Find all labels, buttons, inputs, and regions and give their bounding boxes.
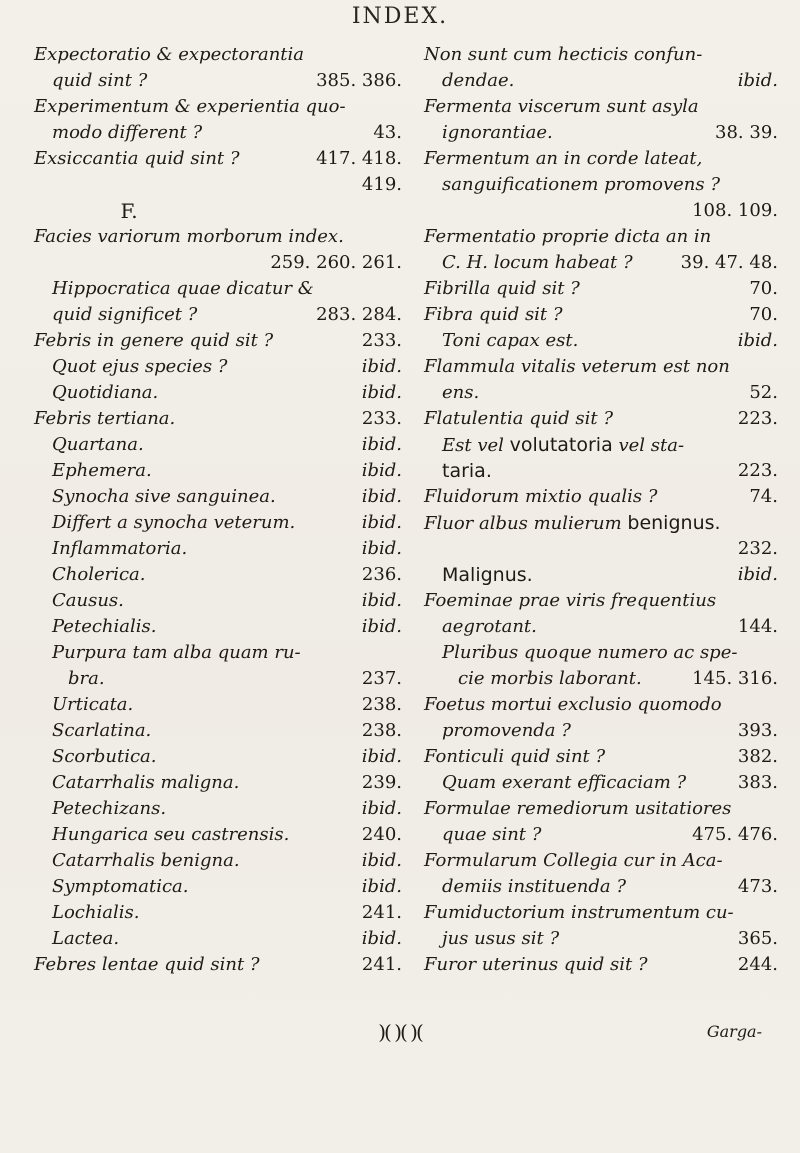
index-entry — [34, 68, 402, 94]
index-entry — [424, 458, 778, 484]
entry-term: promovenda ? — [442, 720, 571, 741]
index-column-right — [424, 42, 778, 978]
entry-page: ibid. — [361, 590, 402, 611]
entry-page: 108. 109. — [692, 200, 778, 221]
entry-term: Exsiccantia quid sint ? — [34, 148, 240, 169]
index-entry — [34, 276, 402, 302]
entry-page: 237. — [361, 668, 402, 689]
index-entry — [34, 354, 402, 380]
index-entry — [34, 640, 402, 666]
entry-page: 39. 47. 48. — [680, 252, 778, 273]
index-entry — [34, 718, 402, 744]
index-entry — [34, 796, 402, 822]
entry-term: Febris tertiana. — [34, 408, 176, 429]
index-entry — [34, 900, 402, 926]
index-entry — [424, 302, 778, 328]
index-entry — [34, 432, 402, 458]
page-header: INDEX. — [351, 4, 449, 29]
entry-page: 244. — [737, 954, 778, 975]
entry-page: 419. — [361, 174, 402, 195]
index-entry — [424, 250, 778, 276]
index-entry — [34, 172, 402, 198]
entry-term — [424, 513, 721, 534]
index-entry — [34, 120, 402, 146]
entry-term: aegrotant. — [442, 616, 537, 637]
index-entry — [34, 328, 402, 354]
entry-page: 70. — [749, 278, 778, 299]
entry-page: 240. — [361, 824, 402, 845]
index-entry — [424, 380, 778, 406]
entry-page: ibid. — [361, 486, 402, 507]
entry-term: Symptomatica. — [52, 876, 189, 897]
index-entry — [424, 354, 778, 380]
entry-page: 145. 316. — [692, 668, 778, 689]
entry-page: ibid. — [361, 928, 402, 949]
index-entry — [34, 614, 402, 640]
entry-page: 239. — [361, 772, 402, 793]
index-entry — [34, 822, 402, 848]
entry-page: 144. — [737, 616, 778, 637]
index-entry — [34, 42, 402, 68]
entry-page: ibid. — [361, 850, 402, 871]
entry-page: 232. — [737, 538, 778, 559]
entry-page: 233. — [361, 408, 402, 429]
entry-page: 417. 418. — [316, 148, 402, 169]
entry-page: 383. — [737, 772, 778, 793]
index-entry — [424, 926, 778, 952]
entry-term: Fibrilla quid sit ? — [424, 278, 580, 299]
index-entry — [424, 614, 778, 640]
entry-term: Inflammatoria. — [52, 538, 188, 559]
entry-term: Flammula vitalis veterum est non — [424, 356, 730, 377]
index-entry — [34, 146, 402, 172]
entry-term — [442, 435, 684, 456]
index-entry — [424, 744, 778, 770]
entry-page: 283. 284. — [316, 304, 402, 325]
entry-term: quid significet ? — [52, 304, 198, 325]
entry-page: 475. 476. — [692, 824, 778, 845]
entry-page: ibid. — [737, 564, 778, 585]
entry-term: Fermentatio proprie dicta an in — [424, 226, 712, 247]
entry-term: F. — [120, 199, 138, 223]
entry-page: ibid. — [361, 538, 402, 559]
entry-page: 382. — [737, 746, 778, 767]
index-entry — [424, 224, 778, 250]
entry-term: Expectoratio & expectorantia — [34, 44, 305, 65]
entry-term: Formularum Collegia cur in Aca- — [424, 850, 723, 871]
entry-term: quae sint ? — [442, 824, 542, 845]
entry-term: Febris in genere quid sit ? — [34, 330, 274, 351]
index-entry — [34, 874, 402, 900]
index-entry — [424, 692, 778, 718]
entry-term: Facies variorum morborum index. — [34, 226, 344, 247]
index-entry — [424, 822, 778, 848]
entry-term: Purpura tam alba quam ru- — [52, 642, 301, 663]
index-entry — [34, 666, 402, 692]
entry-page: 52. — [749, 382, 778, 403]
index-entry — [424, 900, 778, 926]
index-entry — [34, 458, 402, 484]
index-entry — [424, 42, 778, 68]
entry-term: Ephemera. — [52, 460, 152, 481]
index-entry — [34, 406, 402, 432]
entry-term: Urticata. — [52, 694, 134, 715]
index-entry — [424, 94, 778, 120]
entry-term-part: volutatoria — [509, 434, 613, 456]
index-entry — [424, 68, 778, 94]
index-entry — [34, 588, 402, 614]
index-entry — [34, 744, 402, 770]
index-entry — [424, 952, 778, 978]
entry-term: Quam exerant efficaciam ? — [442, 772, 687, 793]
entry-term: Fermentum an in corde lateat, — [424, 148, 703, 169]
entry-term: Hippocratica quae dicatur & — [52, 278, 314, 299]
entry-term: Causus. — [52, 590, 124, 611]
entry-page: 385. 386. — [316, 70, 402, 91]
index-column-left — [34, 42, 402, 978]
index-entry — [424, 432, 778, 458]
entry-term: sanguificationem promovens ? — [442, 174, 721, 195]
entry-page: ibid. — [361, 798, 402, 819]
index-entry — [424, 666, 778, 692]
entry-term: ignorantiae. — [442, 122, 553, 143]
entry-page: 473. — [737, 876, 778, 897]
entry-page: 223. — [737, 408, 778, 429]
entry-term: Synocha sive sanguinea. — [52, 486, 276, 507]
entry-page: 233. — [361, 330, 402, 351]
index-entry — [34, 94, 402, 120]
entry-term: modo different ? — [52, 122, 203, 143]
entry-term: taria. — [442, 460, 492, 482]
entry-term: Furor uterinus quid sit ? — [424, 954, 648, 975]
entry-term: Cholerica. — [52, 564, 146, 585]
entry-page: 74. — [749, 486, 778, 507]
entry-term: Foetus mortui exclusio quomodo — [424, 694, 722, 715]
entry-term-part: Fluor albus mulierum — [424, 513, 628, 534]
entry-page: 70. — [749, 304, 778, 325]
entry-term: Quotidiana. — [52, 382, 159, 403]
entry-term: Petechialis. — [52, 616, 157, 637]
entry-term: Lactea. — [52, 928, 120, 949]
index-entry — [424, 536, 778, 562]
index-entry — [424, 562, 778, 588]
entry-term: Quartana. — [52, 434, 144, 455]
index-entry — [424, 198, 778, 224]
index-entry — [34, 952, 402, 978]
entry-term: Hungarica seu castrensis. — [52, 824, 290, 845]
entry-page: 365. — [737, 928, 778, 949]
entry-term: Pluribus quoque numero ac spe- — [442, 642, 738, 663]
catchword: Garga- — [706, 1022, 762, 1041]
entry-term-part: vel sta- — [612, 435, 685, 456]
entry-page: 238. — [361, 694, 402, 715]
entry-term: Fonticuli quid sint ? — [424, 746, 606, 767]
entry-term: ens. — [442, 382, 480, 403]
entry-term: Petechizans. — [52, 798, 167, 819]
entry-term-part: benignus. — [627, 512, 721, 534]
entry-term: Quot ejus species ? — [52, 356, 228, 377]
index-entry — [424, 848, 778, 874]
entry-term: cie morbis laborant. — [458, 668, 642, 689]
entry-page: 241. — [361, 954, 402, 975]
entry-term: Fluidorum mixtio qualis ? — [424, 486, 658, 507]
entry-term: Febres lentae quid sint ? — [34, 954, 260, 975]
index-entry — [424, 120, 778, 146]
index-entry — [424, 146, 778, 172]
entry-term: Differt a synocha veterum. — [52, 512, 296, 533]
entry-page: 393. — [737, 720, 778, 741]
index-entry — [424, 770, 778, 796]
entry-term: Non sunt cum hecticis confun- — [424, 44, 703, 65]
index-entry — [424, 796, 778, 822]
entry-page: ibid. — [361, 356, 402, 377]
entry-page: 238. — [361, 720, 402, 741]
entry-term-part: Est vel — [442, 435, 510, 456]
index-entry — [34, 198, 402, 224]
entry-page: ibid. — [361, 382, 402, 403]
entry-page: ibid. — [361, 512, 402, 533]
entry-term: Scarlatina. — [52, 720, 152, 741]
index-entry — [34, 848, 402, 874]
entry-term: Catarrhalis benigna. — [52, 850, 240, 871]
entry-term: Fermenta viscerum sunt asyla — [424, 96, 699, 117]
entry-term: Toni capax est. — [442, 330, 579, 351]
index-entry — [34, 250, 402, 276]
entry-page: 236. — [361, 564, 402, 585]
index-entry — [34, 770, 402, 796]
index-entry — [34, 692, 402, 718]
index-entry — [34, 224, 402, 250]
signature-mark: )( )( )( — [378, 1020, 422, 1044]
entry-term: jus usus sit ? — [442, 928, 560, 949]
entry-page: ibid. — [361, 876, 402, 897]
index-entry — [424, 406, 778, 432]
entry-term: C. H. locum habeat ? — [442, 252, 633, 273]
index-entry — [424, 718, 778, 744]
entry-page: 38. 39. — [715, 122, 778, 143]
entry-term: Fumiductorium instrumentum cu- — [424, 902, 734, 923]
index-entry — [34, 484, 402, 510]
index-entry — [424, 588, 778, 614]
entry-term: Lochialis. — [52, 902, 140, 923]
entry-page: ibid. — [737, 70, 778, 91]
entry-term: Foeminae prae viris frequentius — [424, 590, 717, 611]
entry-page: ibid. — [361, 616, 402, 637]
index-entry — [34, 926, 402, 952]
index-entry — [424, 640, 778, 666]
index-entry — [34, 380, 402, 406]
entry-page: 259. 260. 261. — [270, 252, 402, 273]
entry-page: ibid. — [361, 434, 402, 455]
index-entry — [34, 302, 402, 328]
entry-page: ibid. — [361, 460, 402, 481]
entry-term: Catarrhalis maligna. — [52, 772, 240, 793]
index-entry — [424, 510, 778, 536]
entry-term: Scorbutica. — [52, 746, 157, 767]
index-entry — [34, 510, 402, 536]
entry-term: demiis instituenda ? — [442, 876, 626, 897]
index-entry — [424, 484, 778, 510]
index-entry — [34, 536, 402, 562]
entry-page: 43. — [373, 122, 402, 143]
index-entry — [424, 874, 778, 900]
entry-term: bra. — [68, 668, 105, 689]
entry-term: Fibra quid sit ? — [424, 304, 563, 325]
index-entry — [424, 276, 778, 302]
index-entry — [424, 328, 778, 354]
entry-page: ibid. — [361, 746, 402, 767]
entry-page: ibid. — [737, 330, 778, 351]
entry-term: Flatulentia quid sit ? — [424, 408, 613, 429]
entry-term: Formulae remediorum usitatiores — [424, 798, 732, 819]
index-entry — [424, 172, 778, 198]
entry-page: 223. — [737, 460, 778, 481]
entry-term: quid sint ? — [52, 70, 148, 91]
entry-page: 241. — [361, 902, 402, 923]
index-entry — [34, 562, 402, 588]
entry-term: Experimentum & experientia quo- — [34, 96, 346, 117]
entry-term: dendae. — [442, 70, 515, 91]
entry-term: Malignus. — [442, 564, 533, 586]
